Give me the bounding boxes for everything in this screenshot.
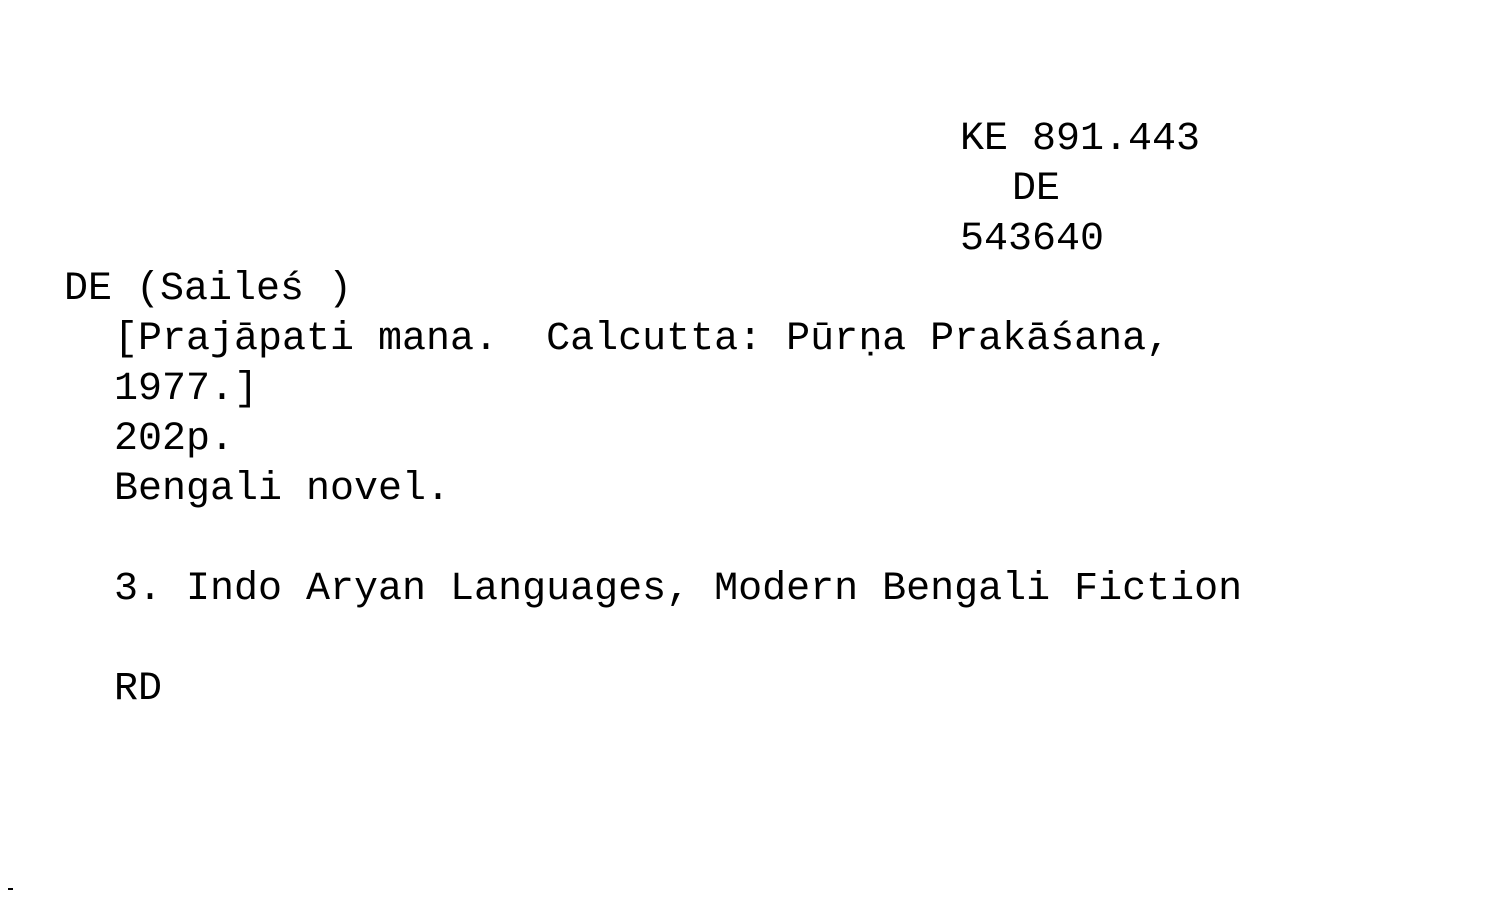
call-number-class: KE 891.443: [960, 117, 1201, 162]
title-imprint-line-1: [Prajāpati mana. Calcutta: Pūrṇa Prakāśana,: [114, 317, 1171, 362]
author-heading: DE (Saileś ): [64, 267, 353, 312]
pagination: 202p.: [114, 417, 235, 462]
accession-number: 543640: [960, 217, 1105, 262]
edge-mark: [8, 888, 13, 890]
call-number-cutter: DE: [1012, 167, 1061, 212]
title-imprint-line-2: 1977.]: [114, 367, 259, 412]
cataloger-initials: RD: [114, 667, 163, 712]
subject-heading: 3. Indo Aryan Languages, Modern Bengali Fiction: [114, 567, 1243, 612]
note: Bengali novel.: [114, 467, 451, 512]
